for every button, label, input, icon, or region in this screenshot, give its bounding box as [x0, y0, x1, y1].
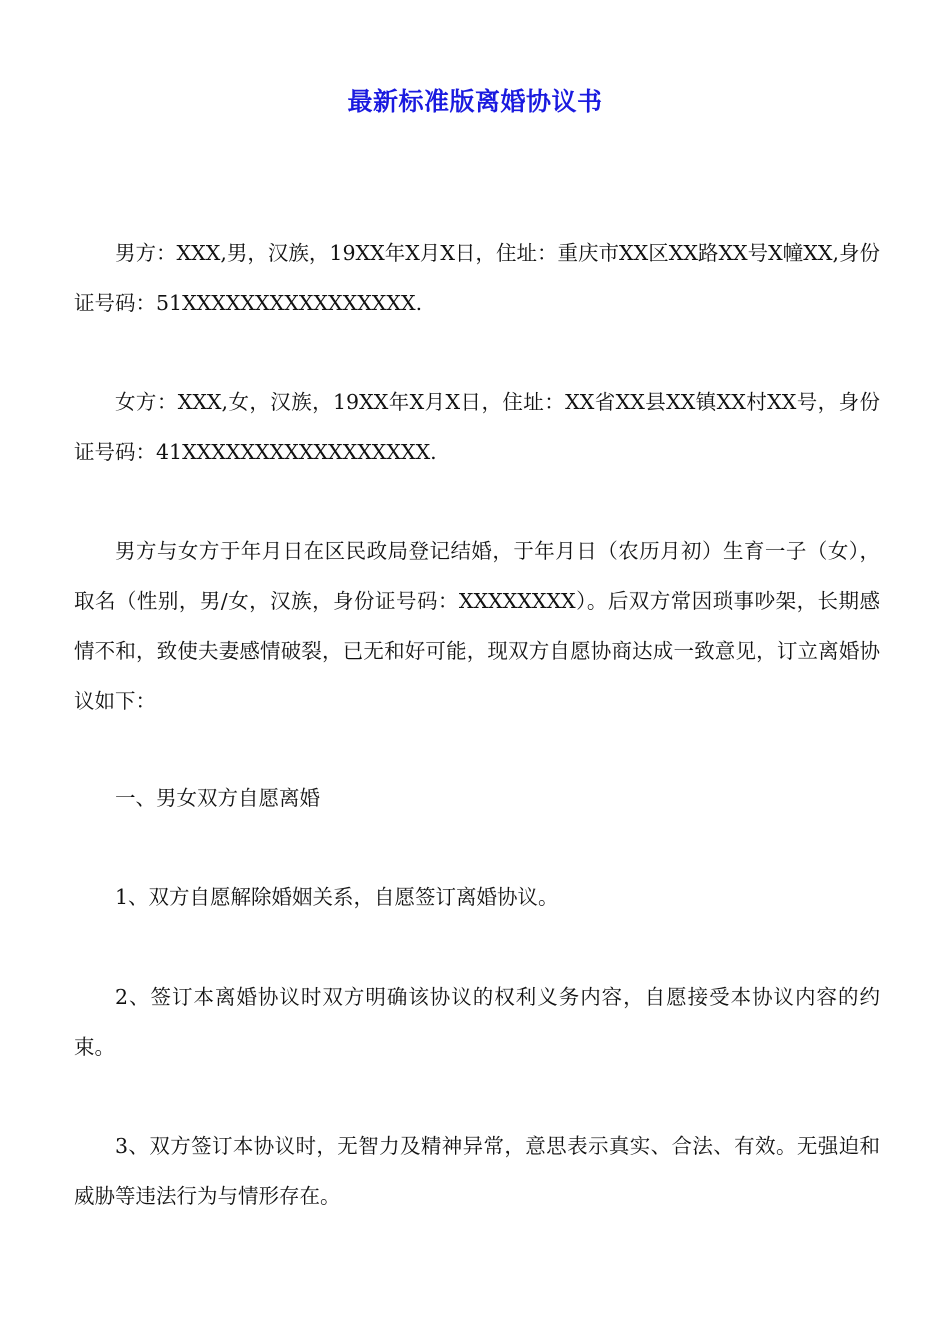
clause-1: 1、双方自愿解除婚姻关系，自愿签订离婚协议。 — [115, 885, 559, 909]
clause-2: 2、签订本离婚协议时双方明确该协议的权利义务内容，自愿接受本协议内容的约束。 — [74, 985, 880, 1059]
document-title: 最新标准版离婚协议书 — [347, 87, 603, 116]
paragraph-marriage-background: 男方与女方于年月日在区民政局登记结婚，于年月日（农历月初）生育一子（女），取名（性别，男/女，汉族，身份证号码：XXXXXXXX）。后双方常因琐事吵架，长期感情不和，致使夫妻感情破裂，已无和好可能，现双方自愿协商达成一致意见，订立离婚协议如下： — [74, 539, 880, 713]
clause-3: 3、双方签订本协议时，无智力及精神异常，意思表示真实、合法、有效。无强迫和威胁等违法行为与情形存在。 — [74, 1134, 880, 1208]
paragraph-male-party: 男方：XXX,男，汉族，19XX年X月X日，住址：重庆市XX区XX路XX号X幢XX,身份证号码：51XXXXXXXXXXXXXXXX. — [74, 241, 880, 315]
paragraph-female-party: 女方：XXX,女，汉族，19XX年X月X日，住址：XX省XX县XX镇XX村XX号，身份证号码：41XXXXXXXXXXXXXXXXX. — [74, 390, 880, 464]
section-heading-voluntary-divorce: 一、男女双方自愿离婚 — [115, 786, 320, 810]
